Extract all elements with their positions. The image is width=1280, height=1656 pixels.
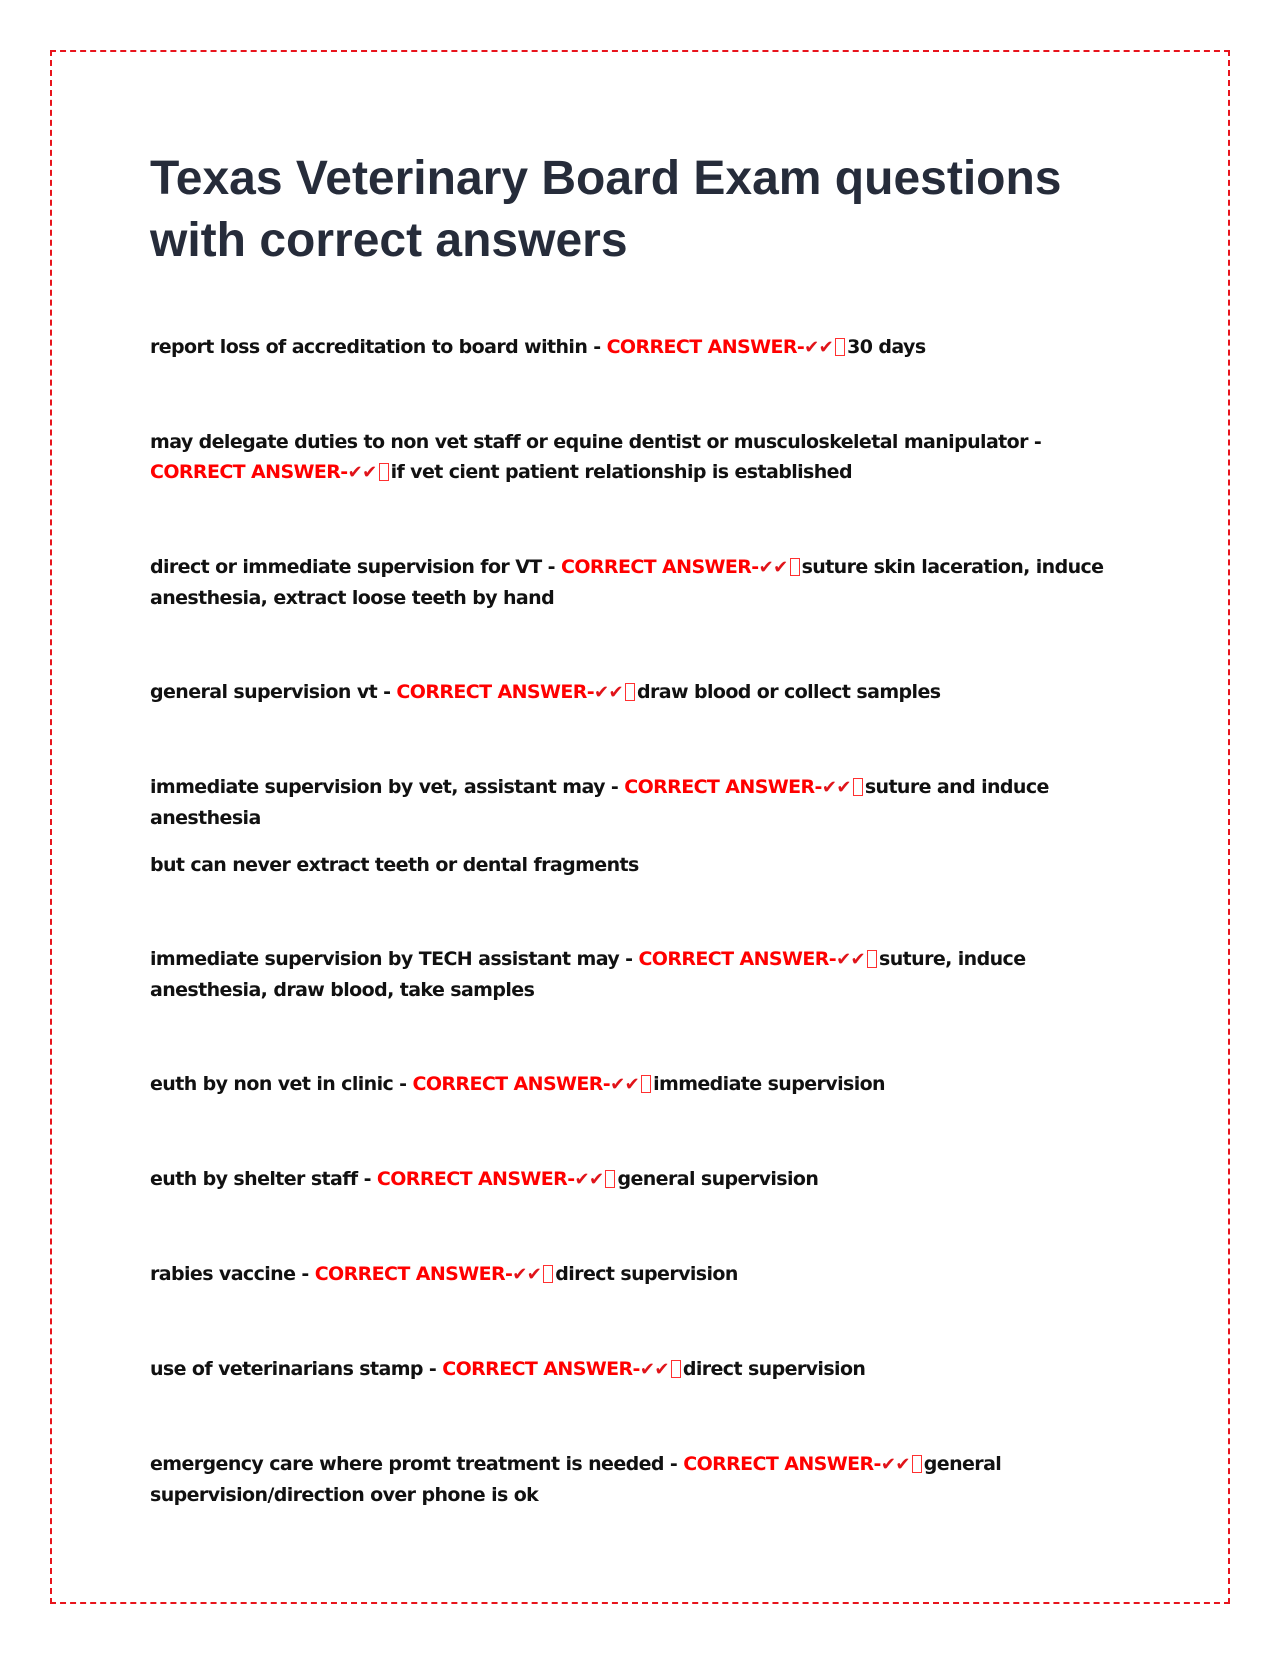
document-title: Texas Veterinary Board Exam questions with correct answers: [150, 152, 1062, 267]
missing-glyph-box-icon: [605, 1170, 615, 1188]
answer-text: direct supervision: [682, 1358, 866, 1380]
check-icon: ✔: [624, 1074, 640, 1095]
missing-glyph-box-icon: [790, 558, 800, 576]
question-text: rabies vaccine -: [150, 1263, 315, 1285]
question-text: report loss of accreditation to board within -: [150, 336, 607, 358]
check-icon: ✔: [654, 1359, 669, 1380]
qa-item: [150, 1449, 1120, 1510]
check-icon: ✔: [836, 777, 851, 798]
check-icon: ✔: [512, 1264, 527, 1285]
answer-text: if vet cient patient relationship is established: [390, 461, 852, 483]
check-icon: ✔: [773, 557, 788, 578]
answer-text: suture skin laceration, induce anesthesia, extract loose teeth by hand: [150, 556, 1104, 609]
question-text: euth by non vet in clinic -: [150, 1073, 413, 1095]
question-text: emergency care where promt treatment is needed -: [150, 1453, 684, 1475]
answer-label: CORRECT ANSWER-: [638, 948, 837, 970]
answer-text: suture, induce anesthesia, draw blood, take samples: [150, 948, 1026, 1001]
qa-item: [150, 677, 1120, 708]
qa-item: [150, 427, 1120, 488]
qa-item: [150, 944, 1120, 1005]
check-icon: ✔: [804, 337, 819, 358]
check-icon: ✔: [362, 462, 377, 483]
check-icon: ✔: [758, 557, 774, 578]
check-icon: ✔: [594, 682, 609, 703]
qa-item: [150, 772, 1120, 880]
qa-item: [150, 1164, 1120, 1195]
answer-label: CORRECT ANSWER-: [150, 461, 348, 483]
check-icon: ✔: [588, 1169, 604, 1190]
answer-text: suture and induce anesthesia: [150, 776, 1049, 829]
answer-continuation: but can never extract teeth or dental fragments: [150, 854, 639, 876]
answer-label: CORRECT ANSWER-: [442, 1358, 640, 1380]
missing-glyph-box-icon: [912, 1455, 922, 1473]
missing-glyph-box-icon: [867, 950, 877, 968]
missing-glyph-box-icon: [641, 1075, 651, 1093]
answer-label: CORRECT ANSWER-: [560, 556, 759, 578]
missing-glyph-box-icon: [543, 1265, 553, 1283]
document-body: [150, 148, 1120, 1574]
question-text: euth by shelter staff -: [150, 1168, 377, 1190]
missing-glyph-box-icon: [625, 683, 635, 701]
answer-text: direct supervision: [555, 1263, 738, 1285]
answer-label: CORRECT ANSWER-: [624, 776, 822, 798]
answer-label: CORRECT ANSWER-: [396, 681, 595, 703]
answer-text: general supervision/direction over phone is ok: [150, 1453, 1002, 1506]
question-text: direct or immediate supervision for VT -: [150, 556, 561, 578]
check-icon: ✔: [574, 1169, 589, 1190]
check-icon: ✔: [639, 1359, 655, 1380]
check-icon: ✔: [347, 462, 363, 483]
qa-item: [150, 332, 1120, 363]
qa-item: [150, 1069, 1120, 1100]
answer-text: immediate supervision: [653, 1073, 885, 1095]
missing-glyph-box-icon: [853, 778, 863, 796]
answer-label: CORRECT ANSWER-: [606, 336, 805, 358]
check-icon: ✔: [850, 949, 866, 970]
check-icon: ✔: [608, 682, 623, 703]
answer-text: draw blood or collect samples: [637, 681, 941, 703]
check-icon: ✔: [610, 1074, 625, 1095]
missing-glyph-box-icon: [671, 1360, 681, 1378]
answer-label: CORRECT ANSWER-: [314, 1263, 513, 1285]
question-text: use of veterinarians stamp -: [150, 1358, 443, 1380]
answer-label: CORRECT ANSWER-: [376, 1168, 575, 1190]
answer-label: CORRECT ANSWER-: [412, 1073, 611, 1095]
check-icon: ✔: [818, 337, 834, 358]
qa-list: [150, 332, 1120, 1510]
answer-text: 30 days: [847, 336, 926, 358]
question-text: immediate supervision by vet, assistant may -: [150, 776, 625, 798]
check-icon: ✔: [880, 1454, 896, 1475]
missing-glyph-box-icon: [379, 463, 389, 481]
question-text: may delegate duties to non vet staff or equine dentist or musculoskeletal manipulator -: [150, 431, 1042, 453]
missing-glyph-box-icon: [835, 338, 845, 356]
qa-item: [150, 1259, 1120, 1290]
answer-label: CORRECT ANSWER-: [683, 1453, 881, 1475]
qa-item: [150, 1354, 1120, 1385]
qa-item: [150, 552, 1120, 613]
check-icon: ✔: [895, 1454, 910, 1475]
question-text: immediate supervision by TECH assistant may -: [150, 948, 639, 970]
answer-text: general supervision: [617, 1168, 819, 1190]
check-icon: ✔: [821, 777, 837, 798]
question-text: general supervision vt -: [150, 681, 397, 703]
check-icon: ✔: [836, 949, 851, 970]
check-icon: ✔: [526, 1264, 542, 1285]
